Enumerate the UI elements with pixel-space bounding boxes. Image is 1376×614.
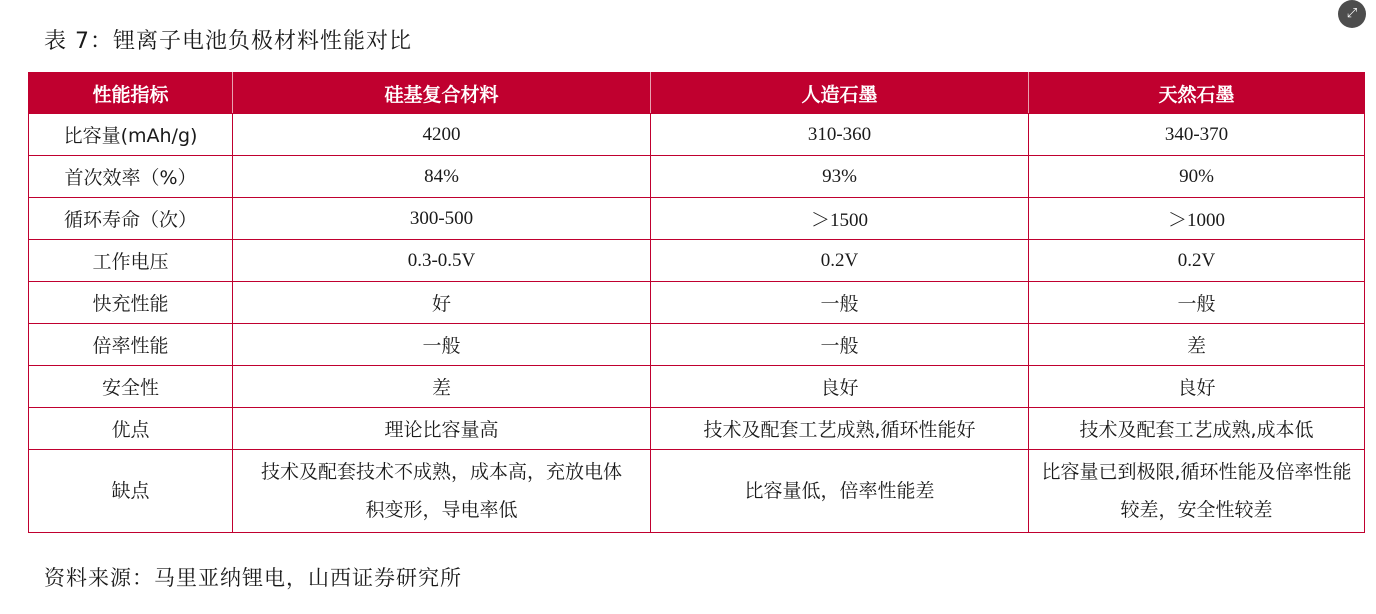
- table-cell: 90%: [1029, 156, 1365, 198]
- table-cell: 技术及配套工艺成熟,成本低: [1029, 408, 1365, 450]
- table-row: [29, 156, 1365, 198]
- table-cell: 技术及配套技术不成熟，成本高，充放电体积变形，导电率低: [233, 450, 651, 533]
- comparison-table: [28, 72, 1365, 533]
- table-cell: 理论比容量高: [233, 408, 651, 450]
- metric-cell: 首次效率（%）: [29, 156, 233, 198]
- source-note: 资料来源：马里亚纳锂电，山西证券研究所: [44, 566, 462, 590]
- metric-cell: 倍率性能: [29, 324, 233, 366]
- table-cell: 比容量已到极限,循环性能及倍率性能较差，安全性较差: [1029, 450, 1365, 533]
- metric-cell: 缺点: [29, 450, 233, 533]
- table-cell: ＞1500: [651, 198, 1029, 240]
- table-cell: 良好: [651, 366, 1029, 408]
- table-cell: 比容量低，倍率性能差: [651, 450, 1029, 533]
- table-cell: 一般: [651, 282, 1029, 324]
- table-cell: 310-360: [651, 114, 1029, 156]
- metric-cell: 安全性: [29, 366, 233, 408]
- table-row: [29, 366, 1365, 408]
- table-cell: 技术及配套工艺成熟,循环性能好: [651, 408, 1029, 450]
- table-cell: 4200: [233, 114, 651, 156]
- column-header: 硅基复合材料: [233, 73, 651, 114]
- page-title: 表 7：锂离子电池负极材料性能对比: [44, 29, 412, 54]
- table-cell: 0.2V: [1029, 240, 1365, 282]
- column-header: 天然石墨: [1029, 73, 1365, 114]
- table-cell: 340-370: [1029, 114, 1365, 156]
- metric-cell: 比容量(mAh/g): [29, 114, 233, 156]
- table-cell: 好: [233, 282, 651, 324]
- column-header: 人造石墨: [651, 73, 1029, 114]
- table-cell: 差: [1029, 324, 1365, 366]
- table-cell: 0.2V: [651, 240, 1029, 282]
- table-row: [29, 408, 1365, 450]
- column-header: 性能指标: [29, 73, 233, 114]
- metric-cell: 优点: [29, 408, 233, 450]
- table-row: [29, 450, 1365, 533]
- table-row: [29, 282, 1365, 324]
- table-cell: 一般: [233, 324, 651, 366]
- table-cell: 差: [233, 366, 651, 408]
- table-header-row: [29, 73, 1365, 114]
- expand-icon[interactable]: ⤢: [1338, 0, 1366, 28]
- table-cell: 300-500: [233, 198, 651, 240]
- table-row: [29, 198, 1365, 240]
- table-cell: 一般: [1029, 282, 1365, 324]
- table-cell: 0.3-0.5V: [233, 240, 651, 282]
- table-row: [29, 240, 1365, 282]
- table-cell: 良好: [1029, 366, 1365, 408]
- table-row: [29, 114, 1365, 156]
- metric-cell: 工作电压: [29, 240, 233, 282]
- table-cell: 93%: [651, 156, 1029, 198]
- table-row: [29, 324, 1365, 366]
- table-cell: 一般: [651, 324, 1029, 366]
- table-cell: ＞1000: [1029, 198, 1365, 240]
- metric-cell: 循环寿命（次）: [29, 198, 233, 240]
- table-cell: 84%: [233, 156, 651, 198]
- metric-cell: 快充性能: [29, 282, 233, 324]
